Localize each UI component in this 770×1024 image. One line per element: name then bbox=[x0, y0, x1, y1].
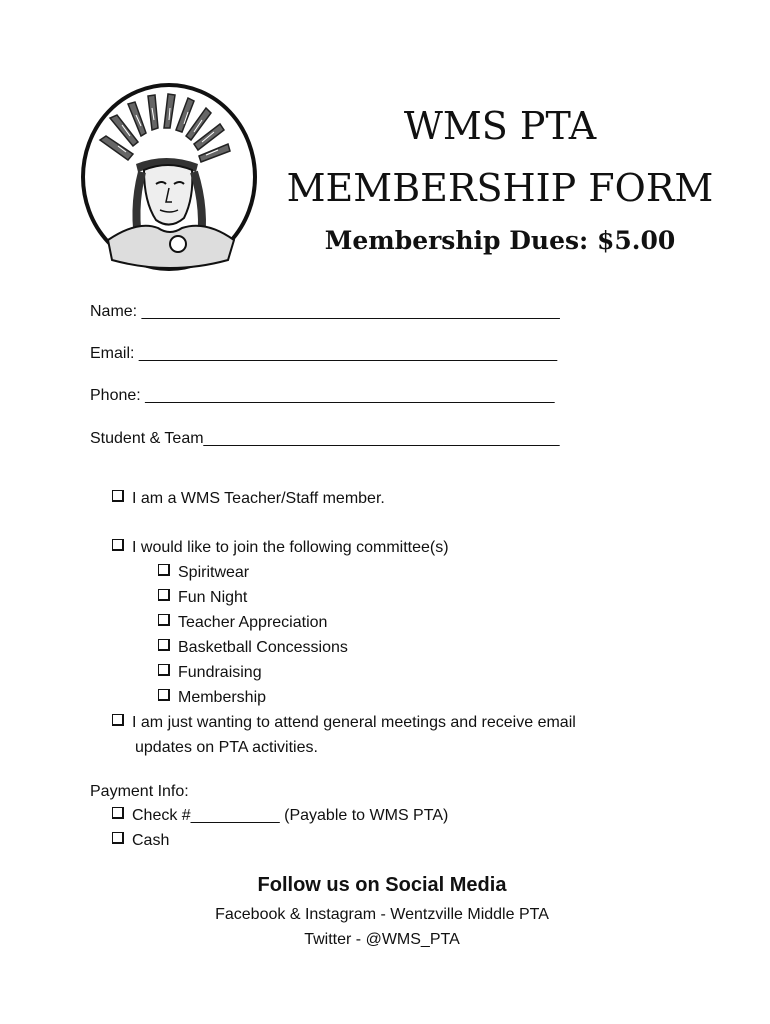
checkbox-icon bbox=[158, 614, 170, 626]
checkbox-icon bbox=[158, 589, 170, 601]
checkbox-icon bbox=[158, 639, 170, 651]
checkbox-icon bbox=[158, 664, 170, 676]
committee-fundraising-label: Fundraising bbox=[178, 664, 262, 681]
committee-fun-night-checkbox[interactable] bbox=[158, 589, 247, 607]
committee-label: I would like to join the following committee(s) bbox=[132, 539, 449, 556]
cash-payment-checkbox[interactable] bbox=[112, 832, 169, 850]
checkbox-icon bbox=[112, 807, 124, 819]
committee-basketball-concessions-checkbox[interactable] bbox=[158, 639, 348, 657]
phone-field[interactable]: Phone: ______________________________________________ bbox=[90, 387, 555, 404]
check-payment-checkbox[interactable] bbox=[112, 807, 448, 825]
general-meetings-label-cont: updates on PTA activities. bbox=[135, 739, 318, 756]
social-heading: Follow us on Social Media bbox=[257, 874, 507, 896]
checkbox-icon bbox=[112, 714, 124, 726]
name-field[interactable]: Name: _______________________________________________ bbox=[90, 303, 560, 320]
teacher-staff-label: I am a WMS Teacher/Staff member. bbox=[132, 490, 385, 507]
committee-fun-night-label: Fun Night bbox=[178, 589, 248, 606]
chief-headdress-logo-icon bbox=[78, 80, 260, 274]
committee-membership-label: Membership bbox=[178, 689, 267, 706]
committee-fundraising-checkbox[interactable] bbox=[158, 664, 262, 682]
committee-basketball-concessions-label: Basketball Concessions bbox=[178, 639, 348, 656]
committee-spiritwear-label: Spiritwear bbox=[178, 564, 250, 581]
checkbox-icon bbox=[158, 689, 170, 701]
checkbox-icon bbox=[112, 490, 124, 502]
general-meetings-label: I am just wanting to attend general meetings and receive email bbox=[132, 714, 576, 731]
checkbox-icon bbox=[112, 832, 124, 844]
committee-membership-checkbox[interactable] bbox=[158, 689, 266, 707]
student-team-field[interactable]: Student & Team________________________________________ bbox=[90, 430, 560, 447]
check-payment-label: Check #__________ (Payable to WMS PTA) bbox=[132, 807, 449, 824]
social-facebook: Facebook & Instagram - Wentzville Middle PTA bbox=[215, 906, 549, 923]
form-title-line2: MEMBERSHIP FORM bbox=[286, 166, 714, 210]
social-twitter: Twitter - @WMS_PTA bbox=[304, 931, 460, 948]
form-title-line1: WMS PTA bbox=[403, 104, 597, 148]
checkbox-icon bbox=[158, 564, 170, 576]
committee-checkbox[interactable] bbox=[112, 539, 449, 557]
email-field[interactable]: Email: _______________________________________________ bbox=[90, 345, 558, 362]
cash-payment-label: Cash bbox=[132, 832, 170, 849]
general-meetings-checkbox[interactable] bbox=[112, 714, 576, 732]
committee-spiritwear-checkbox[interactable] bbox=[158, 564, 249, 582]
checkbox-icon bbox=[112, 539, 124, 551]
committee-teacher-appreciation-checkbox[interactable] bbox=[158, 614, 327, 632]
membership-dues: Membership Dues: $5.00 bbox=[324, 226, 676, 255]
teacher-staff-checkbox[interactable] bbox=[112, 490, 385, 508]
payment-info-label: Payment Info: bbox=[90, 783, 189, 800]
committee-teacher-appreciation-label: Teacher Appreciation bbox=[178, 614, 328, 631]
